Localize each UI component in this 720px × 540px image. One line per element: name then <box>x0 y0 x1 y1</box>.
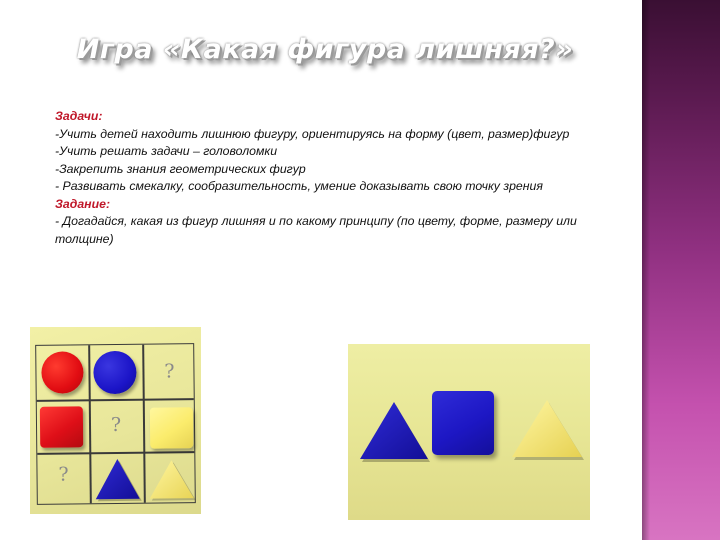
grid-line <box>37 398 194 401</box>
assignment-heading: Задание: <box>55 196 111 211</box>
task-item: -Закрепить знания геометрических фигур <box>55 161 306 176</box>
yellow-square-shape <box>150 407 193 448</box>
blue-square-shape <box>432 391 494 455</box>
blue-triangle-shape <box>93 456 141 503</box>
grid-line <box>88 345 91 503</box>
task-item: - Развивать смекалку, сообразительность, умение доказывать свою точку зрения <box>55 179 543 193</box>
task-item: -Учить детей находить лишнюю фигуру, ориентируясь на форму (цвет, размер)фигур <box>55 126 570 141</box>
grid-puzzle-photo <box>30 327 201 514</box>
assignment-text: - Догадайся, какая из фигур лишняя и по какому принципу (по цвету, форме, размеру или толщине) <box>55 214 577 246</box>
slide-text-block <box>55 108 615 248</box>
decorative-side-band <box>642 0 720 540</box>
question-mark: ? <box>164 360 175 383</box>
question-mark: ? <box>110 413 122 437</box>
red-circle-shape <box>41 351 83 393</box>
yellow-triangle-shape <box>510 397 584 461</box>
grid-line <box>142 345 145 503</box>
task-item: -Учить решать задачи – головоломки <box>55 144 278 158</box>
slide-title: Игра «Какая фигура лишняя?» <box>76 34 574 65</box>
red-square-shape <box>40 406 83 447</box>
yellow-triangle-shape <box>147 457 195 502</box>
question-mark: ? <box>58 463 69 486</box>
tasks-heading: Задачи: <box>55 109 103 123</box>
blue-triangle-shape <box>358 399 430 463</box>
puzzle-grid <box>35 343 196 505</box>
odd-shape-photo <box>348 344 590 520</box>
blue-circle-shape <box>93 351 136 394</box>
grid-line <box>37 451 194 454</box>
